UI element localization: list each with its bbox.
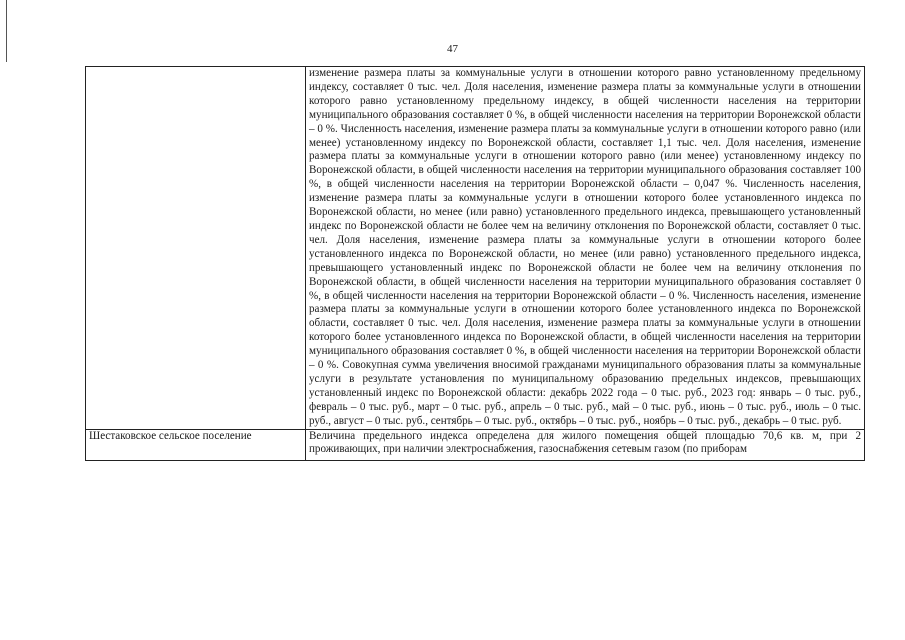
description-cell: изменение размера платы за коммунальные услуги в отношении которого равно установленному предельному индексу, составляет 0 тыс. чел. Доля населения, изменение размера платы за коммунальные услуги в отношении которого равно установленному предельному индексу, в общей численности населения на территории муниципального образования составляет 0 %, в общей численности населения на территории Воронежской области – 0 %. Численность населения, изменение размера платы за коммунальные услуги в отношении которого равно (или менее) установленному индексу по Воронежской области, составляет 1,1 тыс. чел. Доля населения, изменение размера платы за коммунальные услуги в отношении которого равно (или менее) установленному индексу по Воронежской области, в общей численности населения на территории муниципального образования составляет 100 %, в общей численности населения на территории Воронежской области – 0,047 %. Численность населения, изменение размера платы за коммунальные услуги в отношении которого более установленного индекса по Воронежской области, но менее (или равно) установленного предельного индекса, превышающего установленный индекс по Воронежской области не более чем на величину отклонения по Воронежской области, составляет 0 тыс. чел. Доля населения, изменение размера платы за коммунальные услуги в отношении которого более установленного индекса по Воронежской области, но менее (или равно) установленного предельного индекса, превышающего установленный индекс по Воронежской области не более чем на величину отклонения по Воронежской области, в общей численности населения на территории муниципального образования составляет 0 %, в общей численности населения на территории Воронежской области – 0 %. Численность населения, изменение размера платы за коммунальные услуги в отношении которого более установленного индекса по Воронежской области, составляет 0 тыс. чел. Доля населения, изменение размера платы за коммунальные услуги в отношении которого более установленного индекса по Воронежской области, в общей численности населения на территории муниципального образования составляет 0 %, в общей численности населения на территории Воронежской области – 0 %. Совокупная сумма увеличения вносимой гражданами муниципального образования платы за коммунальные услуги в результате установления по муниципальному образованию предельных индексов, превышающих установленный индекс по Воронежской области: декабрь 2022 года – 0 тыс. руб., 2023 год: январь – 0 тыс. руб., февраль – 0 тыс. руб., март – 0 тыс. руб., апрель – 0 тыс. руб., май – 0 тыс. руб., июнь – 0 тыс. руб., июль – 0 тыс. руб., август – 0 тыс. руб., сентябрь – 0 тыс. руб., октябрь – 0 тыс. руб., ноябрь – 0 тыс. руб., декабрь – 0 тыс. руб.	[306, 67, 865, 430]
municipality-name-cell	[86, 67, 306, 430]
description-text: Величина предельного индекса определена для жилого помещения общей площадью 70,6 кв. м, при 2 проживающих, при наличии электроснабжения, газоснабжения сетевым газом (по приборам	[309, 429, 861, 456]
municipality-name: Шестаковское сельское поселение	[89, 429, 252, 442]
page-number: 47	[447, 43, 458, 55]
table-row	[86, 429, 865, 460]
description-cell	[306, 429, 865, 460]
document-table	[85, 66, 865, 461]
table-row	[86, 67, 865, 430]
municipality-name-cell	[86, 429, 306, 460]
